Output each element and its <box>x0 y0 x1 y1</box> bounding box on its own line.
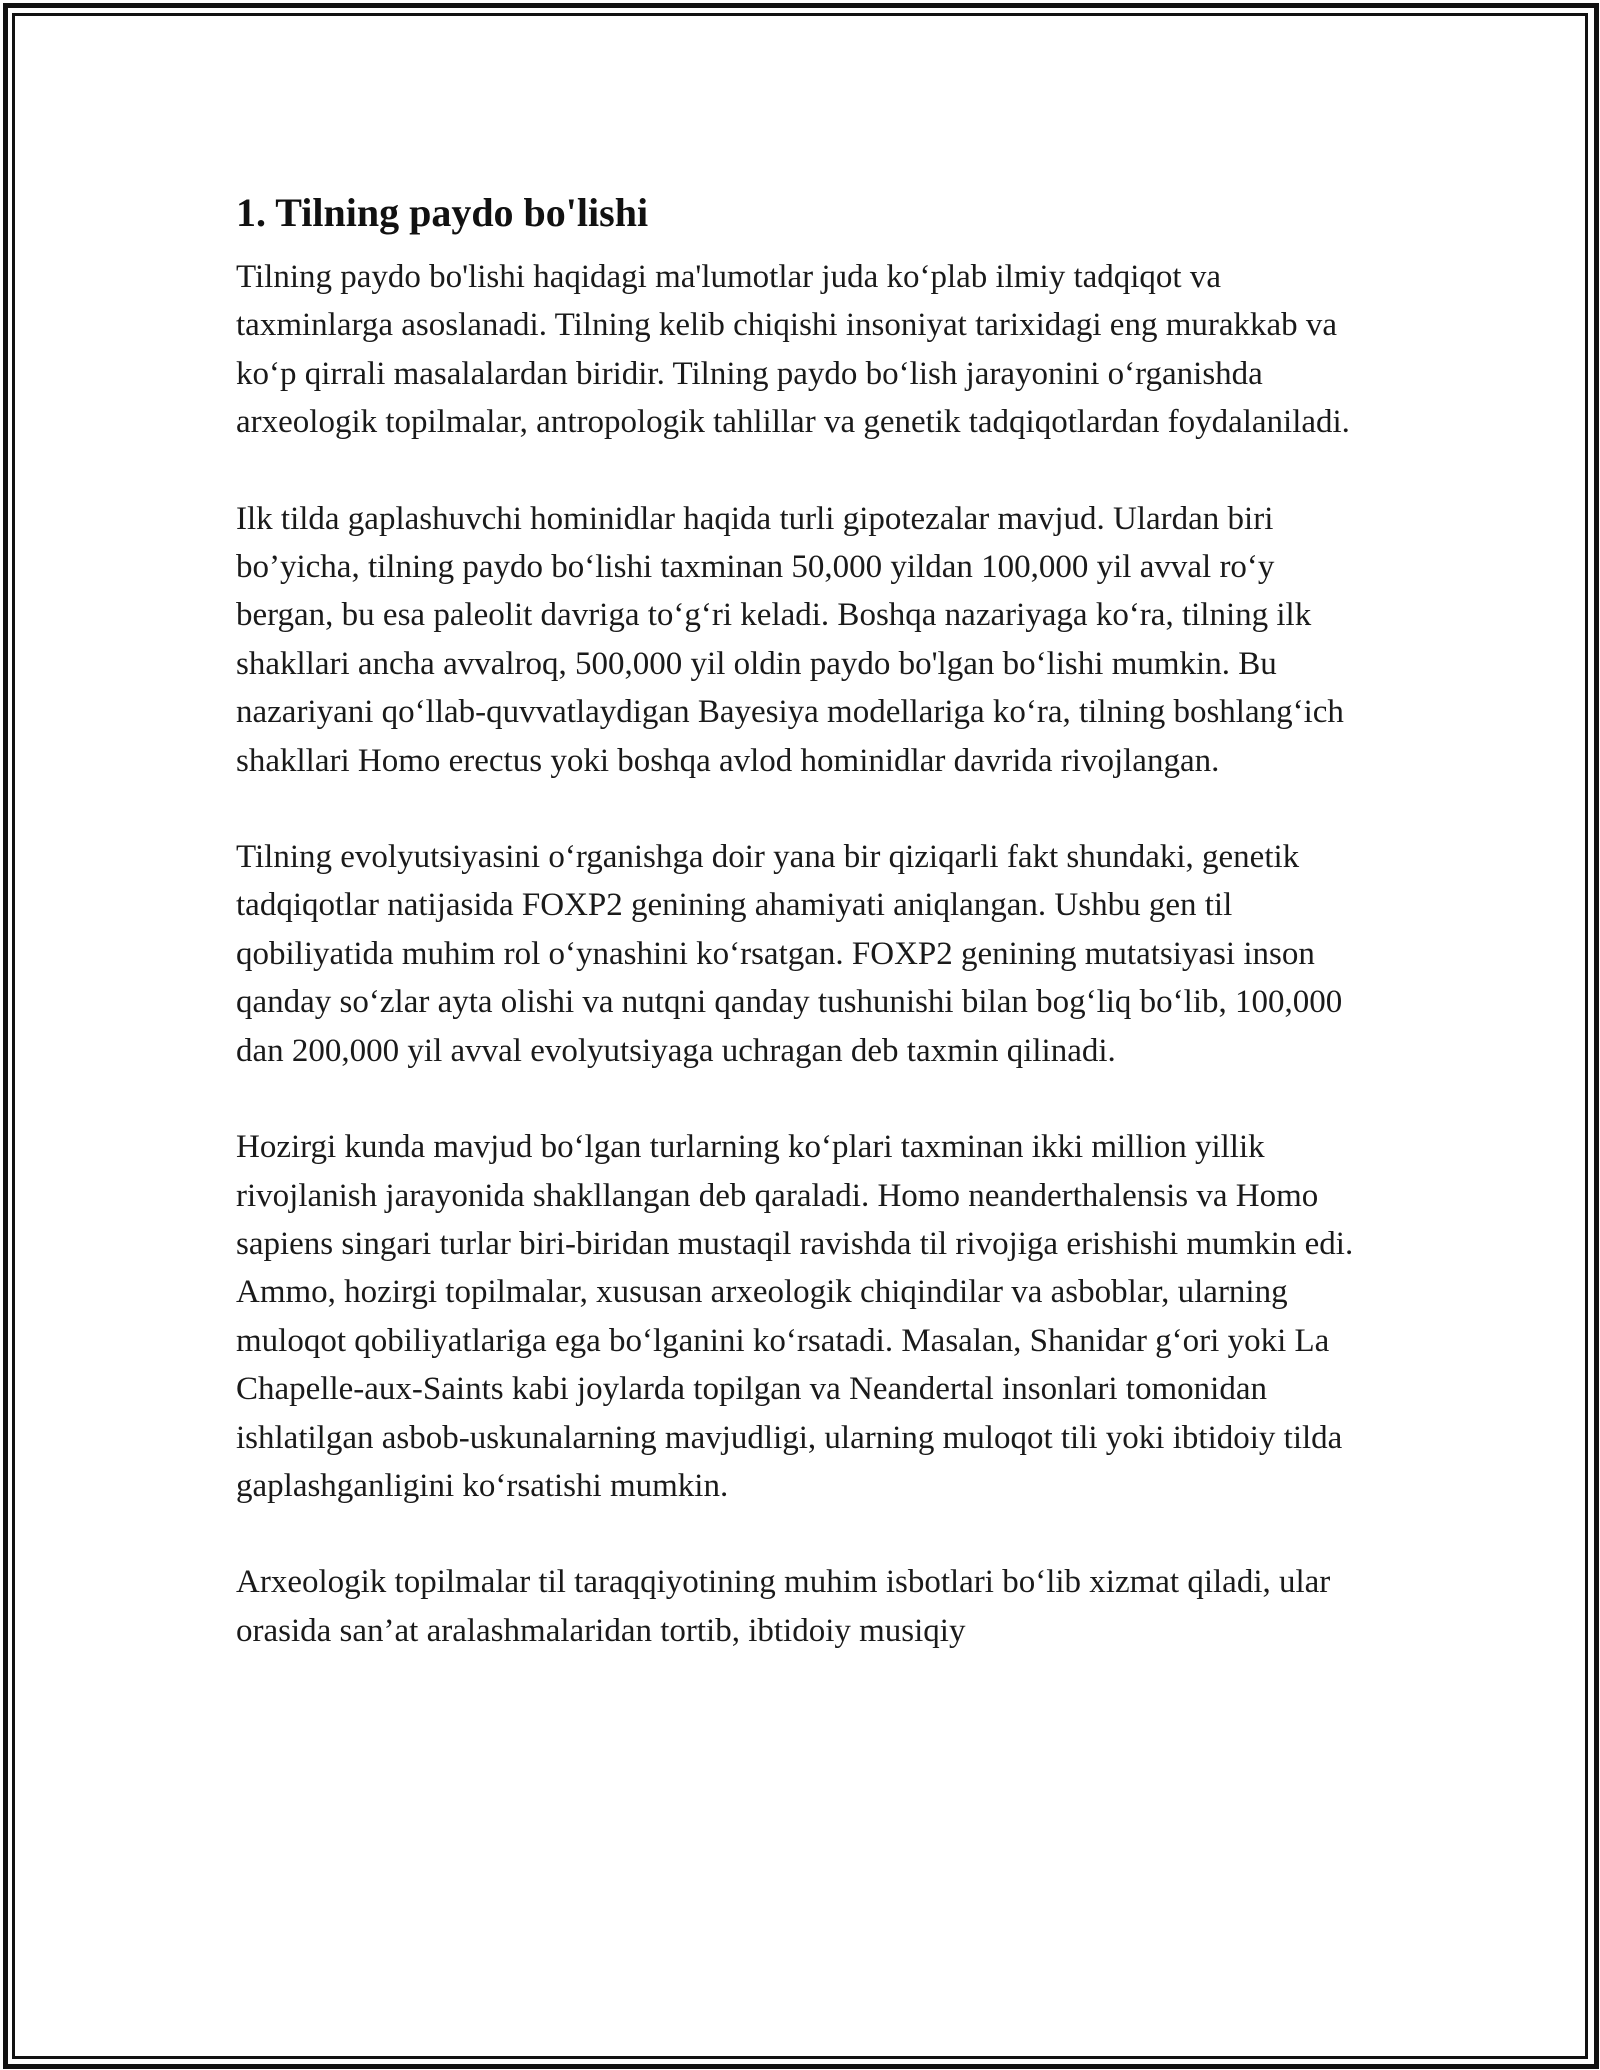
paragraph-3: Tilning evolyutsiyasini o‘rganishga doir yana bir qiziqarli fakt shundaki, genetik tadqiqotlar natijasida FOXP2 genining ahamiyati aniqlangan. Ushbu gen til qobiliyatida muhim rol o‘ynashini ko‘rsatgan. FOXP2 genining mutatsiyasi inson qanday so‘zlar ayta olishi va nutqni qanday tushunishi bilan bog‘liq bo‘lib, 100,000 dan 200,000 yil avval evolyutsiyaga uchragan deb taxmin qilinadi. <box>236 839 1343 1069</box>
paragraph-5: Arxeologik topilmalar til taraqqiyotining muhim isbotlari bo‘lib xizmat qiladi, ular orasida san’at aralashmalaridan tortib, ibtidoiy musiqiy <box>236 1564 1331 1649</box>
section-heading: 1. Tilning paydo bo'lishi <box>236 190 649 235</box>
paragraph-4: Hozirgi kunda mavjud bo‘lgan turlarning ko‘plari taxminan ikki million yillik rivojlanish jarayonida shakllangan deb qaraladi. Homo neanderthalensis va Homo sapiens singari turlar biri-biridan mustaqil ravishda til rivojiga erishishi mumkin edi. Ammo, hozirgi topilmalar, xususan arxeologik chiqindilar va asboblar, ularning muloqot qobiliyatlariga ega bo‘lganini ko‘rsatadi. Masalan, Shanidar g‘ori yoki La Chapelle-aux-Saints kabi joylarda topilgan va Neandertal insonlari tomonidan ishlatilgan asbob-uskunalarning mavjudligi, ularning muloqot tili yoki ibtidoiy tilda gaplashganligini ko‘rsatishi mumkin. <box>236 1129 1354 1504</box>
paragraph-2: Ilk tilda gaplashuvchi hominidlar haqida turli gipotezalar mavjud. Ulardan biri bo’yicha, tilning paydo bo‘lishi taxminan 50,000 yildan 100,000 yil avval ro‘y bergan, bu esa paleolit davriga to‘g‘ri keladi. Boshqa nazariyaga ko‘ra, tilning ilk shakllari ancha avvalroq, 500,000 yil oldin paydo bo'lgan bo‘lishi mumkin. Bu nazariyani qo‘llab-quvvatlaydigan Bayesiya modellariga ko‘ra, tilning boshlang‘ich shakllari Homo erectus yoki boshqa avlod hominidlar davrida rivojlangan. <box>236 500 1344 779</box>
paragraph-1: Tilning paydo bo'lishi haqidagi ma'lumotlar juda ko‘plab ilmiy tadqiqot va taxminlarga asoslanadi. Tilning kelib chiqishi insoniyat tarixidagi eng murakkab va ko‘p qirrali masalalardan biridir. Tilning paydo bo‘lish jarayonini o‘rganishda arxeologik topilmalar, antropologik tahlillar va genetik tadqiqotlardan foydalaniladi. <box>236 259 1350 441</box>
document-body <box>236 185 1366 1655</box>
